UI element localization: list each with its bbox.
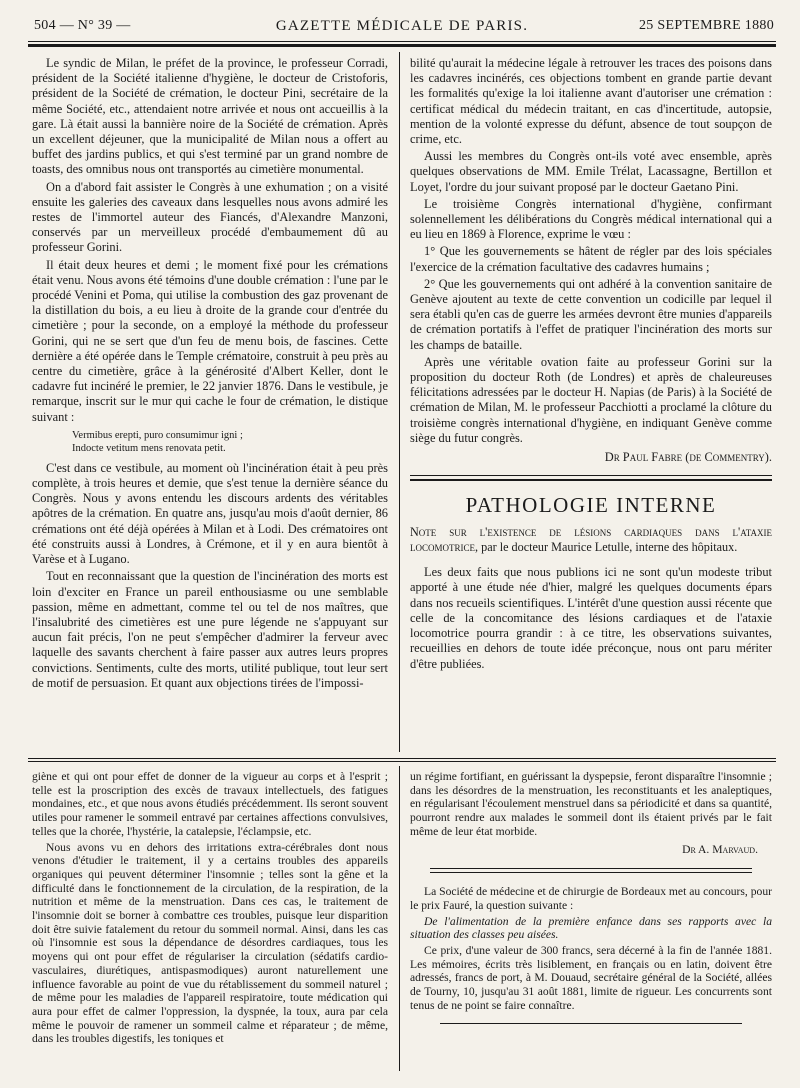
notice-terms: Ce prix, d'une valeur de 300 francs, sera décerné à la fin de l'année 1881. Les mémoires, écrits très lisiblement, en français ou en latin, doivent être adressés, francs de port, à M. Douaud, secrétaire général de la Société, allées de Tourny, 10, jusqu'au 31 août 1881, limite de rigueur. Les concurrents sont tenus de ne point se faire connaître. [410,944,772,1012]
paragraph: Les deux faits que nous publions ici ne sont qu'un modeste tribut apporté à une étude née d'hier, malgré les quelques documents épars dans nos recueils scientifiques. L'intérêt d'une question aussi récente que celle de la concomitance des lésions cardiaques et de l'ataxie locomotrice pourra grandir : à ce titre, les observations suivantes, recueillies en dehors de toute idée préconçue, nous ont paru mériter d'être publiées. [410,565,772,671]
section-rule-thick [410,479,772,481]
section-title: PATHOLOGIE INTERNE [465,493,717,518]
separator-rule-2 [430,872,752,873]
paragraph: 1° Que les gouvernements se hâtent de régler par des lois spéciales l'exercice de la crémation facultative des cadavres humains ; [410,244,772,274]
article-title-lead: Note sur l'existence de lésions cardiaques dans l'ataxie locomotrice, [410,525,772,555]
paragraph: Après une véritable ovation faite au professeur Gorini sur la proposition du docteur Roth (de Londres) et après de chaleureuses félicitations adressées par le docteur H. Napias (de Paris) à la Société de crémation de Milan, M. le professeur Pacchiotti a proclamé la clôture du troisième congrès international d'hygiène, en indiquant Genève comme siège du futur congrès. [410,354,772,445]
top-left-column [32,56,388,693]
bottom-right-column [410,770,772,1024]
bottom-left-column [32,770,388,1048]
signature: Dr Paul Fabre (de Commentry). [604,450,772,465]
header-rule-thick [28,44,776,47]
header-rule-thin [28,41,776,42]
column-divider [399,52,400,752]
paragraph: un régime fortifiant, en guérissant la dyspepsie, feront disparaître l'insomnie ; dans les désordres de la menstruation, les reconstituants et les analeptiques, en régularisant l'écoulement menstruel dans sa périodicité et dans sa quantité, pourront rendre aux malades le sommeil dont ils étaient privés par le fait même de leur état morbide. [410,770,772,838]
journal-title: GAZETTE MÉDICALE DE PARIS. [275,18,529,34]
newspaper-page [28,14,776,1076]
paragraph: Tout en reconnaissant que la question de l'incinération des morts est loin d'exciter en France un pareil enthousiasme ou une semblable passion, même en admettant, comme tel ou tel de nos maîtres, que l'insalubrité des cimetières est une pure légende ne s'appuyant sur aucun fait précis, l'on ne peut s'empêcher d'admirer la ferveur avec laquelle des savants cherchent à faire passer aux autres leurs propres convictions. Sentiments, culte des morts, utilité publique, tout leur sert de motif de persuasion. Et quant aux objections tirées de l'impossi- [32,569,388,690]
issue-date: 25 SEPTEMBRE 1880 [638,18,774,33]
article-title-author: par le docteur Maurice Letulle, interne des hôpitaux. [478,540,738,555]
page-number: 504 — N° 39 — [34,18,131,33]
end-rule [440,1023,742,1024]
paragraph: 2° Que les gouvernements qui ont adhéré à la convention sanitaire de Genève ajoutent au texte de cette convention un codicille par lequel il sera établi qu'en cas de guerre les armées devront être munies d'appareils de crémation portatifs à l'effet de pratiquer l'incinération des morts sur les champs de bataille. [410,276,772,352]
separator-rule [430,868,752,869]
paragraph: On a d'abord fait assister le Congrès à une exhumation ; on a visité ensuite les galeries des caveaux dans lesquelles nous avons admiré les restes de l'immortel auteur des Fiancés, d'Alexandre Manzoni, conservés par un merveilleux procédé d'embaumement dû au professeur Gorini. [32,179,388,255]
paragraph: Aussi les membres du Congrès ont-ils voté avec ensemble, après quelques observations de MM. Emile Trélat, Lacassagne, Bertillon et Loyet, l'ordre du jour suivant proposé par le docteur Gaetano Pini. [410,149,772,194]
verse-line: Vermibus erepti, puro consumimur igni ; [72,429,243,441]
mid-rule-2 [28,761,776,762]
paragraph: bilité qu'aurait la médecine légale à retrouver les traces des poisons dans les cadavres incinérés, ces objections tombent en grande partie devant les formalités qu'exige la loi italienne avant d'autoriser une crémation : certificat médical du médecin traitant, en cas d'incertitude, autopsie, mention de la volonté expresse du défunt, absence de tout soupçon de crime, etc. [410,56,772,147]
signature: Dr A. Marvaud. [682,842,758,856]
paragraph: Le troisième Congrès international d'hygiène, confirmant solennellement les délibérations du Congrès médical international qui a eu lieu en 1869 à Florence, exprime le vœu : [410,196,772,242]
paragraph: Il était deux heures et demi ; le moment fixé pour les crémations était venu. Nous avons été témoins d'une double crémation : l'une par le procédé Venini et Poma, qui utilise la combustion des gaz provenant de la distillation du bois, a eu lieu à droite de la grande cour d'entrée du cimetière ; pour la seconde, on a employé la méthode du professeur Gorini, qui ne se sert que d'un feu de menu bois, de fascines. Cette dernière a été opérée dans le Temple crématoire, construit à peu près au centre du cimetière, grâce à la générosité d'Albert Keller, dont le cadavre fut incinéré le premier, le 22 janvier 1876. Dans le vestibule, je remarque, inscrit sur le mur qui cache le four de crémation, le distique suivant : [32,257,388,424]
top-right-column [410,56,772,674]
section-rule [410,475,772,476]
column-divider [399,766,400,1071]
verse-line: Indocte vetitum mens renovata petit. [72,442,226,454]
paragraph: Le syndic de Milan, le préfet de la province, le professeur Corradi, président de la Société italienne d'hygiène, le docteur de Cristoforis, président de la Société de crémation, le docteur Pini, secrétaire de la même Société, etc., attendaient notre arrivée et nous ont accueillis à la gare. Là était aussi la bannière noire de la Société de crémation. Après un excellent déjeuner, que la municipalité de Milan nous a offert au buffet des jardins publics, et qui s'est terminé par un grand nombre de toasts, des omnibus nous ont transportés au cimetière monumental. [32,56,388,177]
page-header [28,14,776,44]
article-title [410,525,772,555]
notice-paragraph: La Société de médecine et de chirurgie de Bordeaux met au concours, pour le prix Fauré, la question suivante : [410,885,772,912]
mid-rule [28,758,776,759]
paragraph: giène et qui ont pour effet de donner de la vigueur au corps et à l'esprit ; telle est la proscription des excès de travaux intellectuels, des fatigues mondaines, etc., et que nous avons étudiés précédemment. Ils seront souvent utiles pour ramener le sommeil entravé par certaines affections convulsives, telles que la chorée, l'hystérie, la catalepsie, l'éclampsie, etc. [32,770,388,838]
paragraph: C'est dans ce vestibule, au moment où l'incinération était à peu près complète, à trois heures et demie, que s'est tenue la dernière séance du Congrès. Nous y avons entendu les discours ardents des véritables apôtres de la crémation. En quatre ans, jusqu'au mois d'août dernier, 86 crémations ont été déjà opérées à Milan et à Lodi. Des crématoires ont été construits aussi à Londres, à Crémone, et il y en aura bientôt à Varèse et à Lugano. [32,460,388,567]
paragraph: Nous avons vu en dehors des irritations extra-cérébrales dont nous venons d'étudier le traitement, il y a certains troubles des appareils organiques qui peuvent déterminer l'insomnie ; telles sont la gêne et la difficulté dans le fonctionnement de la circulation, de la respiration, de la nutrition et même de la menstruation. Dans ces cas, le traitement de l'insomnie doit se borner à combattre ces troubles, puisque leur disparition doit être suivie fatalement du retour du sommeil normal. Ainsi, dans les cas où l'insomnie est sous la dépendance de désordres cardiaques, tous les moyens qui ont pour effet de régulariser la circulation (sédatifs cardio-vasculaires, diurétiques, antispasmodiques) auront naturellement une influence favorable au point de vue du rétablissement du sommeil naturel ; de même pour les maladies de l'appareil respiratoire, toute médication qui aura pour effet de calmer l'oppression, la dyspnée, la toux, aura par cela même le pouvoir de ramener un sommeil calme et réparateur ; de même, dans les troubles digestifs, les toniques et [32,840,388,1046]
notice-question: De l'alimentation de la première enfance dans ses rapports avec la situation des classes peu aisées. [410,914,772,942]
